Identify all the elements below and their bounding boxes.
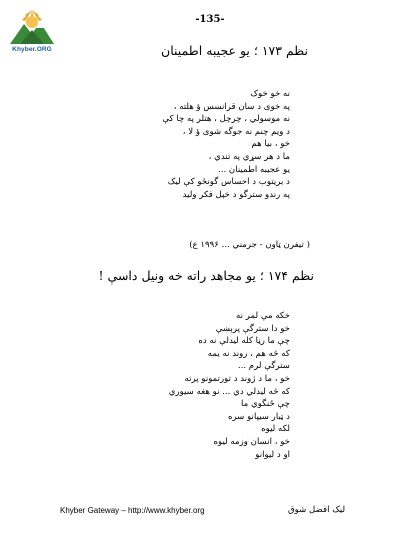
page-number: -135-	[195, 14, 225, 25]
poem-line: چې ځنگوي ما	[241, 399, 290, 410]
poem-title-173: نظم ۱۷۳ ؛ يو عجيبه اطمينان	[161, 43, 308, 58]
poem-title-174: نظم ۱۷۴ ؛ يو مجاهد راته خه ونيل داسې !	[98, 268, 314, 283]
poem-line: د بريتوب د احساس گونځو کې ليک	[167, 177, 290, 188]
logo-text: Khyber.ORG	[12, 46, 52, 53]
poem-line: د ويم چنم نه جوگه شوى ؤ لا ،	[182, 126, 290, 137]
poem-line: په رندو سترگو د خپل فکر ولید	[182, 189, 290, 200]
poem-line: سترگې لرم ...	[237, 361, 290, 372]
poem-line: نه خو خوک	[250, 89, 290, 99]
poem-173-body	[162, 88, 290, 201]
poem-line: که څه ليدلي دي ... نو هغه سيوري	[168, 386, 290, 397]
footer-site-link[interactable]: Khyber Gateway – http://www.khyber.org	[60, 506, 205, 515]
footer-author: ليک افضل شوق	[288, 505, 346, 515]
poem-line: د ټبار سيپانو سره	[227, 411, 290, 422]
poem-line: په خوى د سان قرانسس ؤ هلته ،	[173, 101, 290, 112]
poem-line: يو عجيبه اطمينان ...	[217, 164, 290, 175]
poem-attribution: ( تيفرن ټاون - جرمني ... ۱۹۹۶ ع)	[189, 240, 310, 250]
poem-line: او د ليوانو	[255, 449, 290, 460]
poem-line: خو دا سترگې پرېښې	[215, 323, 290, 334]
poem-line: خکه مې لمر نه	[236, 311, 290, 321]
poem-line: خو ، انسان وزمه ليوه	[213, 436, 290, 447]
poem-line: لکه ليوه	[261, 424, 290, 435]
poem-174-body	[169, 310, 290, 461]
poem-line: خو ، ما د ژوند د تورتمونو پرته	[184, 373, 290, 384]
poem-line: که څه هم ، روند نه يمه	[207, 348, 290, 359]
poem-line: نه موسولي ، چرچل ، هتلر په چا کې	[162, 114, 290, 125]
mountain-logo-icon	[6, 6, 58, 48]
poem-line: ما د هر سړي په تندي ،	[208, 151, 290, 162]
poem-line: چې ما رڼا کله ليدلې نه ده	[198, 336, 290, 347]
poem-line: خو ، بيا هم	[251, 139, 290, 150]
